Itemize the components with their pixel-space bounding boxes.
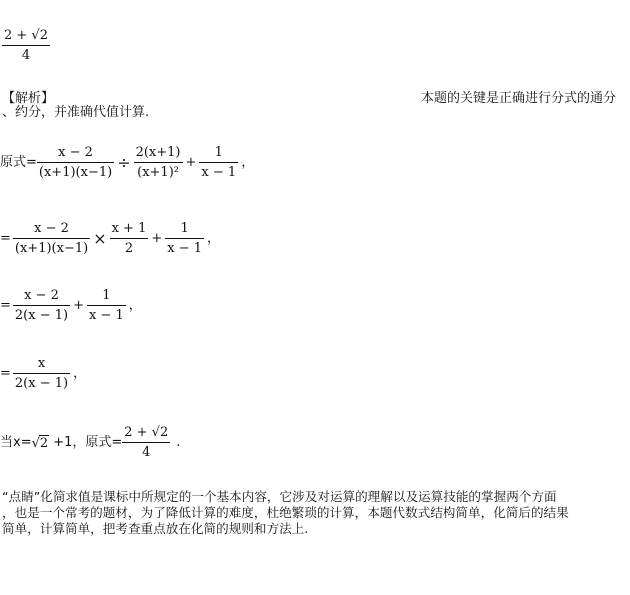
plus-sign: + (151, 231, 163, 246)
denominator: (x+1)² (137, 165, 179, 180)
step-3-end: ， (128, 298, 142, 313)
top-fraction-denominator: 4 (21, 48, 31, 63)
step-5-end: . (176, 435, 181, 450)
step-1-label: 原式= (0, 155, 37, 170)
step-5-fraction (122, 425, 170, 460)
step-5-plus1: +1，原式= (53, 435, 123, 450)
step-3-fraction-1 (13, 288, 70, 323)
step-1-fraction-2 (134, 145, 183, 180)
divide-sign: ÷ (117, 153, 131, 172)
step-2-fraction-3 (165, 221, 204, 256)
step-2-fraction-1 (13, 221, 90, 256)
plus-sign: + (185, 155, 197, 170)
step-3-label: = (0, 298, 11, 313)
step-1-fraction-1 (37, 145, 114, 180)
denominator: 2(x − 1) (14, 376, 69, 391)
step-3 (0, 288, 145, 323)
step-4 (0, 356, 89, 391)
analysis-tag: 【解析】 (2, 91, 55, 106)
numerator: 2(x+1) (134, 145, 183, 163)
denominator: x − 1 (167, 241, 203, 256)
numerator: x − 2 (37, 145, 114, 163)
denominator: 2 (124, 241, 134, 256)
step-4-end: ， (73, 366, 87, 381)
step-2-end: ， (207, 231, 221, 246)
denominator: (x+1)(x−1) (14, 241, 89, 256)
step-2-label: = (0, 231, 11, 246)
denominator: 4 (142, 445, 151, 460)
step-2 (0, 221, 223, 256)
analysis-line2: 、约分，并准确代值计算. (2, 105, 150, 120)
numerator: x − 2 (13, 288, 70, 306)
numerator: x − 2 (13, 221, 90, 239)
numerator: 2 + √2 (122, 425, 170, 443)
radicand: 2 (39, 435, 49, 451)
comment-line-3: 简单，计算简单，把考查重点放在化简的规则和方法上. (2, 521, 309, 536)
numerator: 1 (199, 145, 238, 163)
denominator: (x+1)(x−1) (38, 165, 113, 180)
comment-line-1: “点睛”化简求值是课标中所规定的一个基本内容，它涉及对运算的理解以及运算技能的掌握两个方面 (2, 489, 557, 504)
step-5-substitution (0, 425, 183, 460)
step-4-fraction (13, 356, 70, 391)
denominator: x − 1 (201, 165, 237, 180)
denominator: 2(x − 1) (14, 308, 69, 323)
step-3-fraction-2 (87, 288, 126, 323)
step-1-fraction-3 (199, 145, 238, 180)
numerator: x (13, 356, 70, 374)
top-result-fraction (2, 28, 50, 63)
step-1-end: ， (241, 155, 255, 170)
denominator: x − 1 (89, 308, 124, 323)
plus-sign: + (73, 298, 84, 313)
analysis-right-text: 本题的关键是正确进行分式的通分 (421, 91, 617, 106)
step-2-fraction-2 (110, 221, 149, 256)
times-sign: × (93, 229, 107, 248)
numerator: 1 (87, 288, 126, 306)
numerator: x + 1 (110, 221, 149, 239)
step-4-label: = (0, 366, 11, 381)
step-1 (0, 145, 257, 180)
top-fraction-numerator: 2 + √2 (2, 28, 50, 46)
sqrt-2: √2 (31, 435, 49, 451)
step-5-when: 当x= (0, 435, 32, 450)
numerator: 1 (165, 221, 204, 239)
comment-line-2: ，也是一个常考的题材，为了降低计算的难度，杜绝繁琐的计算，本题代数式结构简单，化简后的结果 (2, 505, 569, 520)
